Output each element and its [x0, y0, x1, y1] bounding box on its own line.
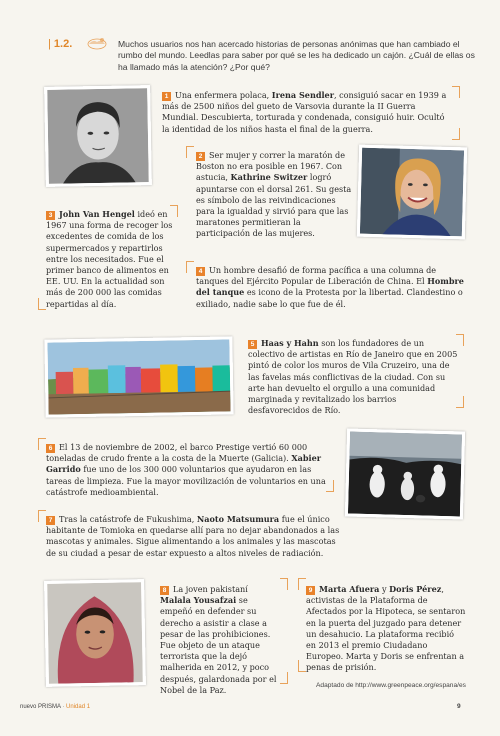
- bracket-story-6-bottom: [326, 480, 334, 492]
- story-4: 4 Un hombre desafió de forma pacífica a una columna de tanques del Ejército Popular de Liberación de China. El Hombre del tanque es icono de la Protesta por la libertad. Clandestino o exiliado, nadie sabe lo que fue de él.: [196, 265, 464, 309]
- story-2: 2 Ser mujer y correr la maratón de Boston no era posible en 1967. Con astucia, Kathrine Switzer logró apuntarse con el dorsal 261. Su gesta es símbolo de las reivindicaciones para la igualdad y sirvió para que las maratones permitieran la participación de las mujeres.: [196, 150, 352, 239]
- person-name: Malala Yousafzai: [160, 595, 237, 606]
- person-name: Haas y Hahn: [261, 338, 319, 348]
- story-number: 3: [46, 211, 55, 220]
- page-footer: nuevo PRISMA · Unidad 1: [20, 704, 91, 710]
- story-number: 7: [46, 516, 55, 525]
- bracket-story-8: [280, 578, 288, 590]
- photo-irena-sendler: [44, 85, 152, 187]
- story-6: 6 El 13 de noviembre de 2002, el barco Prestige vertió 60 000 toneladas de crudo frente a la costa de la Muerte (Galicia). Xabier Garrido fue uno de los 300 000 voluntarios que ayudaron en las tareas de limpieza. Fue la mayor movilización de voluntarios en una catástrofe medioambiental.: [46, 442, 326, 497]
- story-5: 5 Haas y Hahn son los fundadores de un colectivo de artistas en Río de Janeiro que en 2005 pintó de color los muros de Vila Cruzeiro, una de las favelas más conflictivas de la ciudad. Con su arte han devuelto el orgullo a una comunidad marginada y revitalizado los barrios desfavorecidos de Río.: [248, 338, 458, 416]
- story-number: 9: [306, 586, 315, 595]
- globe-icon: [86, 36, 108, 50]
- story-number: 2: [196, 152, 205, 161]
- story-7: 7 Tras la catástrofe de Fukushima, Naoto Matsumura fue el único habitante de Tomioka en quedarse allí para no dejar abandonados a las mascotas y animales. Sigue alimentando a los animales y las mascotas de su ciudad a pesar de estar expuesto a altos niveles de radiación.: [46, 514, 340, 558]
- story-3: 3 John Van Hengel ideó en 1967 una forma de recoger los excedentes de comida de los supermercados y repartirlos entre los necesitados. Fue el primer banco de alimentos en EE. UU. En la actualidad son más de 200 000 las comidas repartidas al día.: [46, 209, 173, 309]
- story-number: 6: [46, 444, 55, 453]
- story-8: 8 La joven pakistaní Malala Yousafzai se empeñó en defender su derecho a asistir a clase a pesar de las prohibiciones. Fue objeto de un ataque terrorista que la dejó malherida en 2012, y poco después, galardonada por el Nobel de la Paz.: [160, 584, 277, 695]
- person-name: Naoto Matsumura: [196, 514, 280, 524]
- story-number: 5: [248, 340, 257, 349]
- bracket-story-9: [298, 578, 306, 590]
- person-name-2: Doris Pérez: [389, 584, 442, 594]
- source-credit: Adaptado de http://www.greenpeace.org/espana/es: [316, 682, 466, 689]
- bracket-story-9-bottom: [298, 660, 306, 672]
- photo-prestige-volunteers: [345, 428, 465, 519]
- person-name: Kathrine Switzer: [230, 172, 308, 183]
- exercise-number: | 1.2.: [48, 38, 73, 50]
- bracket-story-2: [186, 146, 194, 158]
- story-number: 1: [162, 92, 171, 101]
- person-name: Irena Sendler: [271, 90, 334, 100]
- bracket-story-8-bottom: [280, 672, 288, 684]
- story-9: 9 Marta Afuera y Doris Pérez, activistas de la Plataforma de Afectados por la Hipoteca, se sentaron en la puerta del juzgado para detener un desahucio. La plataforma recibió en 2013 el premio Ciudadano Europeo. Marta y Doris se enfrentan a penas de prisión.: [306, 584, 466, 673]
- person-name: Xabier Garrido: [46, 453, 321, 475]
- photo-kathrine-switzer: [357, 145, 467, 240]
- footer-unit: Unidad 1: [66, 704, 91, 710]
- bracket-story-5: [456, 334, 464, 346]
- bracket-story-5-bottom: [456, 396, 464, 408]
- story-number: 4: [196, 267, 205, 276]
- bracket-story-1: [452, 86, 460, 98]
- exercise-intro: Muchos usuarios nos han acercado historias de personas anónimas que han cambiado el rumbo del mundo. Leedlas para saber por qué se les ha dedicado un cajón. ¿Cuál de ellas os ha llamado más la atención? ¿Por qué?: [118, 39, 475, 72]
- bracket-story-4: [186, 261, 194, 273]
- page-number: 9: [457, 703, 461, 710]
- person-name: Hombre del tanque: [196, 276, 464, 298]
- photo-favela-painted: [44, 336, 233, 417]
- story-1: 1 Una enfermera polaca, Irena Sendler, consiguió sacar en 1939 a más de 2500 niños del gueto de Varsovia durante la II Guerra Mundial. Descubierta, torturada y condenada, consiguió huir. Ocultó la identidad de los niños hasta el final de la guerra.: [162, 90, 447, 134]
- bracket-story-7: [38, 510, 46, 522]
- person-name: Marta Afuera: [319, 584, 380, 594]
- story-number: 8: [160, 586, 169, 595]
- photo-malala-yousafzai: [44, 579, 146, 687]
- footer-brand: nuevo PRISMA: [20, 704, 61, 710]
- bracket-story-6: [38, 438, 46, 450]
- bracket-story-3-bottom: [38, 298, 46, 310]
- bracket-story-1-bottom: [452, 128, 460, 140]
- bracket-story-3: [170, 205, 178, 217]
- person-name: John Van Hengel: [59, 209, 135, 219]
